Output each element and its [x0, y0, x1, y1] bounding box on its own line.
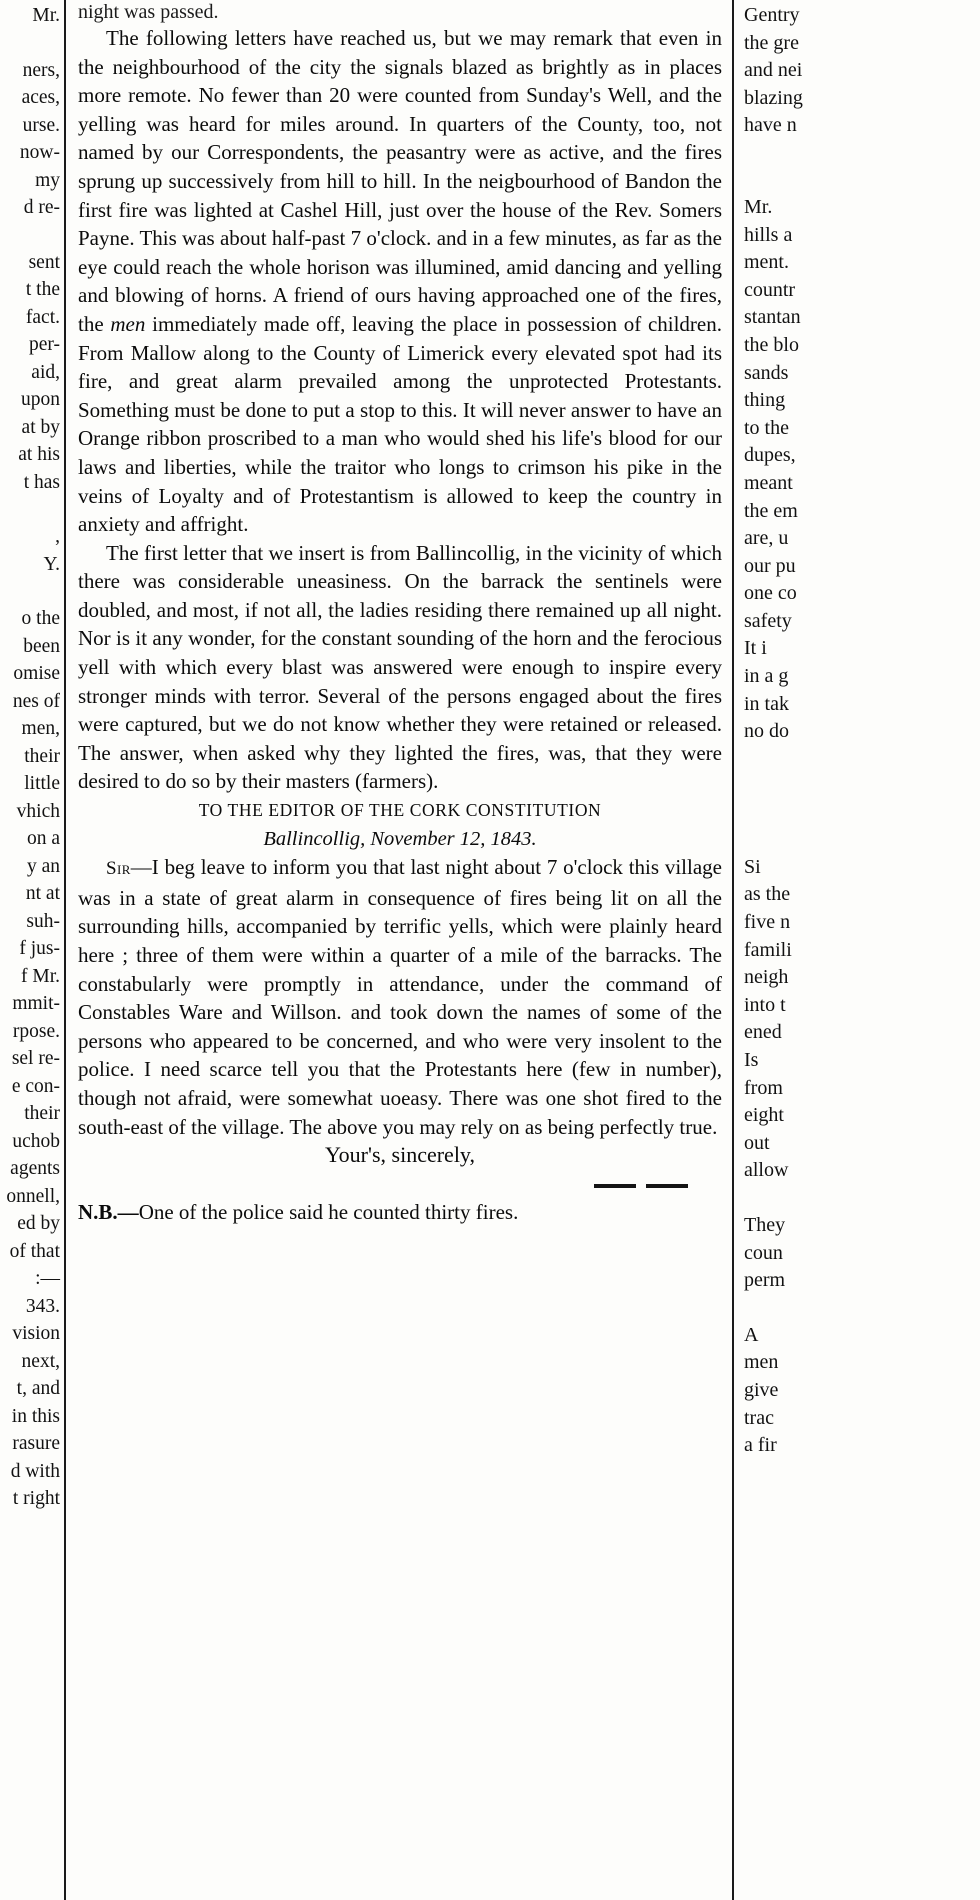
- column-line: my: [35, 169, 60, 191]
- column-line: They: [744, 1213, 786, 1236]
- column-line: upon: [21, 389, 60, 410]
- column-line-gap: [744, 773, 980, 800]
- column-line: one co: [744, 582, 797, 605]
- column-line-gap: [744, 1295, 980, 1322]
- column-line: at by: [21, 416, 60, 438]
- article-paragraph-2: The first letter that we insert is from Ballincollig, in the vicinity of which there was considerable uneasiness. On the barrack the sentinels were doubled, and most, if not all, the ladies residing there remained up all night. Nor is it any wonder, for the constant sounding of the horn and the ferocious yell with which every blast was answered were enough to inspire every stronger minds with terror. Several of the persons engaged about the fires were captured, but we do not know whether they were retained or released. The answer, when asked why they lighted the fires, was, that they were desired to do so by their masters (farmers).: [78, 540, 722, 794]
- column-line: to the: [744, 416, 789, 439]
- column-line: nt at: [25, 883, 60, 904]
- column-line: and nei: [744, 59, 803, 82]
- column-line: e con-: [11, 1075, 60, 1097]
- postscript-label: N.B.—: [78, 1200, 139, 1225]
- column-line: sands: [744, 361, 789, 384]
- column-line: been: [23, 635, 60, 657]
- column-line: are, u: [744, 527, 789, 550]
- column-line: 343.: [25, 1295, 60, 1317]
- column-line: A: [744, 1323, 759, 1346]
- column-line: t right: [12, 1488, 60, 1509]
- column-line: in tak: [744, 692, 789, 715]
- column-line: the blo: [744, 333, 799, 356]
- column-line: suh-: [26, 910, 60, 932]
- letter-body-text: —I beg leave to inform you that last night about 7 o'clock this village was in a state of great alarm in consequence of fires being lit on all the surrounding hills, accompanied by terrific yells, which were plainly heard here ; three of them were within a quarter of a mile of the barracks. The constabularly were promptly in attendance, under the command of Constables Ware and Willson. and took down the names of some of the persons who appeared to be concerned, and who were very insolent to the police. I need scarce tell you that the Protestants here (few in number), though not afraid, were somewhat uoeasy. There was one shot fired to the south-east of the village. The above you may rely on as being perfectly true.: [78, 855, 722, 1139]
- column-line: their: [24, 1103, 60, 1124]
- column-line: d re-: [23, 197, 60, 218]
- column-line: eight: [744, 1104, 784, 1127]
- column-line: vision: [12, 1323, 60, 1344]
- right-partial-column: [744, 0, 980, 1460]
- column-line: nes of: [12, 690, 60, 712]
- rule-dashes: [78, 1170, 722, 1199]
- dash-mark-1: [594, 1184, 636, 1188]
- column-line: f jus-: [19, 938, 60, 959]
- column-line: urse.: [22, 114, 60, 136]
- column-line: uchob: [12, 1130, 60, 1152]
- column-line-gap: [744, 800, 980, 827]
- column-line: have n: [744, 114, 797, 137]
- column-line: ened: [744, 1021, 782, 1044]
- column-line: blazing: [744, 86, 803, 109]
- column-line-gap: [744, 746, 980, 773]
- column-line: trac: [744, 1406, 774, 1429]
- column-line: t, and: [16, 1378, 60, 1399]
- column-line: at his: [18, 444, 60, 465]
- column-line: t the: [25, 279, 60, 300]
- column-line: Is: [744, 1049, 759, 1071]
- column-line: coun: [744, 1241, 783, 1264]
- column-line: ners,: [22, 59, 60, 81]
- column-line: into t: [744, 993, 786, 1016]
- column-line: ed by: [17, 1213, 60, 1234]
- column-line: countr: [744, 278, 796, 301]
- column-line: fact.: [25, 306, 60, 328]
- left-partial-column: [0, 0, 62, 1513]
- column-line-gap: [744, 167, 980, 194]
- column-line: now-: [19, 142, 60, 163]
- postscript-text: One of the police said he counted thirty fires.: [138, 1200, 519, 1225]
- column-line: in this: [11, 1405, 60, 1427]
- column-rule-right: [732, 0, 734, 1900]
- column-line: allow: [744, 1159, 789, 1182]
- column-line: d with: [10, 1460, 60, 1482]
- column-line: aid,: [31, 361, 60, 383]
- column-line: hills a: [744, 223, 793, 246]
- column-line: It i: [744, 637, 767, 660]
- column-line: Gentry: [744, 4, 800, 26]
- column-line: men,: [21, 718, 60, 739]
- column-line: of that: [9, 1240, 60, 1262]
- column-line-gap: [0, 222, 60, 249]
- column-line-gap: [0, 30, 60, 57]
- column-line: agents: [10, 1158, 60, 1179]
- column-line: ,: [55, 526, 60, 547]
- column-line-gap: [0, 578, 60, 605]
- column-line: on a: [26, 828, 60, 849]
- letter-salutation: Sir: [106, 858, 131, 880]
- column-line: Mr.: [744, 195, 773, 218]
- column-line: five n: [744, 911, 791, 934]
- letter-body: [78, 853, 722, 1141]
- column-line-gap: [744, 827, 980, 854]
- column-line: rasure: [12, 1433, 60, 1454]
- column-line: in a g: [744, 665, 789, 688]
- column-line: perm: [744, 1269, 786, 1292]
- column-line: out: [744, 1131, 770, 1154]
- column-line-gap: [744, 140, 980, 167]
- column-line: no do: [744, 720, 789, 743]
- column-line: y an: [26, 855, 60, 877]
- column-line: onnell,: [6, 1185, 60, 1207]
- column-line: give: [744, 1378, 779, 1401]
- column-line: rpose.: [12, 1020, 60, 1042]
- article-paragraph-1: The following letters have reached us, but we may remark that even in the neighbourhood of the city the signals blazed as brightly as in places more remote. No fewer than 20 were counted from Sunday's Well, and the yelling was heard for miles around. In quarters of the County, too, not named by our Correspondents, the peasantry were as active, and the fires sprung up successively from hill to hill. In the neigbourhood of Bandon the first fire was lighted at Cashel Hill, just over the house of the Rev. Somers Payne. This was about half-past 7 o'clock. and in a few minutes, as far as the eye could reach the whole horison was illumined, amid dancing and yelling and blowing of horns. A friend of ours having approached one of the fires, the men immediately made off, leaving the place in possession of children. From Mallow along to the County of Limerick every elevated spot had its fire, and great alarm prevailed among the unprotected Protestants. Something must be done to put a stop to this. It will never answer to have an Orange ribbon proscribed to a man who would shed his life's blood for our laws and liberties, while the traitor who longs to crimson his pike in the veins of Loyalty and of Protestantism is allowed to keep the country in anxiety and affright.: [78, 26, 722, 537]
- letter-signoff: Your's, sincerely,: [324, 1142, 475, 1168]
- column-line: o the: [21, 608, 60, 629]
- column-line: Si: [744, 855, 761, 878]
- main-article-column: [78, 0, 722, 1227]
- column-line: sel re-: [11, 1048, 60, 1069]
- column-line: dupes,: [744, 444, 796, 467]
- column-line: the em: [744, 499, 798, 522]
- column-line: as the: [744, 883, 791, 906]
- column-line: little: [24, 773, 60, 794]
- column-line: from: [744, 1076, 783, 1099]
- column-line: stantan: [744, 306, 801, 329]
- column-line: meant: [744, 471, 793, 494]
- column-line: mmit-: [12, 993, 60, 1014]
- column-line: f Mr.: [21, 965, 60, 987]
- column-line-gap: [744, 1185, 980, 1212]
- column-rule-left: [64, 0, 66, 1900]
- column-line-gap: [0, 496, 60, 523]
- column-line: vhich: [16, 800, 60, 822]
- column-line: the gre: [744, 31, 799, 54]
- letter-postscript: [78, 1198, 722, 1227]
- column-line: our pu: [744, 554, 796, 577]
- column-line: Mr.: [32, 5, 60, 26]
- column-line: t has: [23, 471, 60, 493]
- emphasis: men: [110, 311, 146, 336]
- column-line: men: [744, 1351, 779, 1374]
- column-line: omise: [13, 663, 60, 684]
- top-fragment-line: night was passed.: [78, 1, 219, 23]
- column-line: sent: [28, 251, 60, 273]
- column-line: thing: [744, 389, 786, 412]
- column-line: safety: [744, 609, 792, 632]
- column-line: :—: [35, 1268, 60, 1289]
- column-line: ment.: [744, 251, 789, 274]
- letter-heading: TO THE EDITOR OF THE CORK CONSTITUTION: [198, 800, 602, 821]
- dash-mark-2: [646, 1184, 688, 1188]
- letter-dateline: Ballincollig, November 12, 1843.: [263, 827, 537, 850]
- column-line: aces,: [21, 87, 60, 108]
- column-line: per-: [28, 334, 60, 355]
- column-line: famili: [744, 938, 792, 961]
- column-line: neigh: [744, 966, 789, 989]
- column-line: Y.: [43, 553, 60, 575]
- column-line: next,: [21, 1350, 60, 1372]
- column-line: a fir: [744, 1434, 777, 1457]
- column-line: their: [24, 745, 60, 767]
